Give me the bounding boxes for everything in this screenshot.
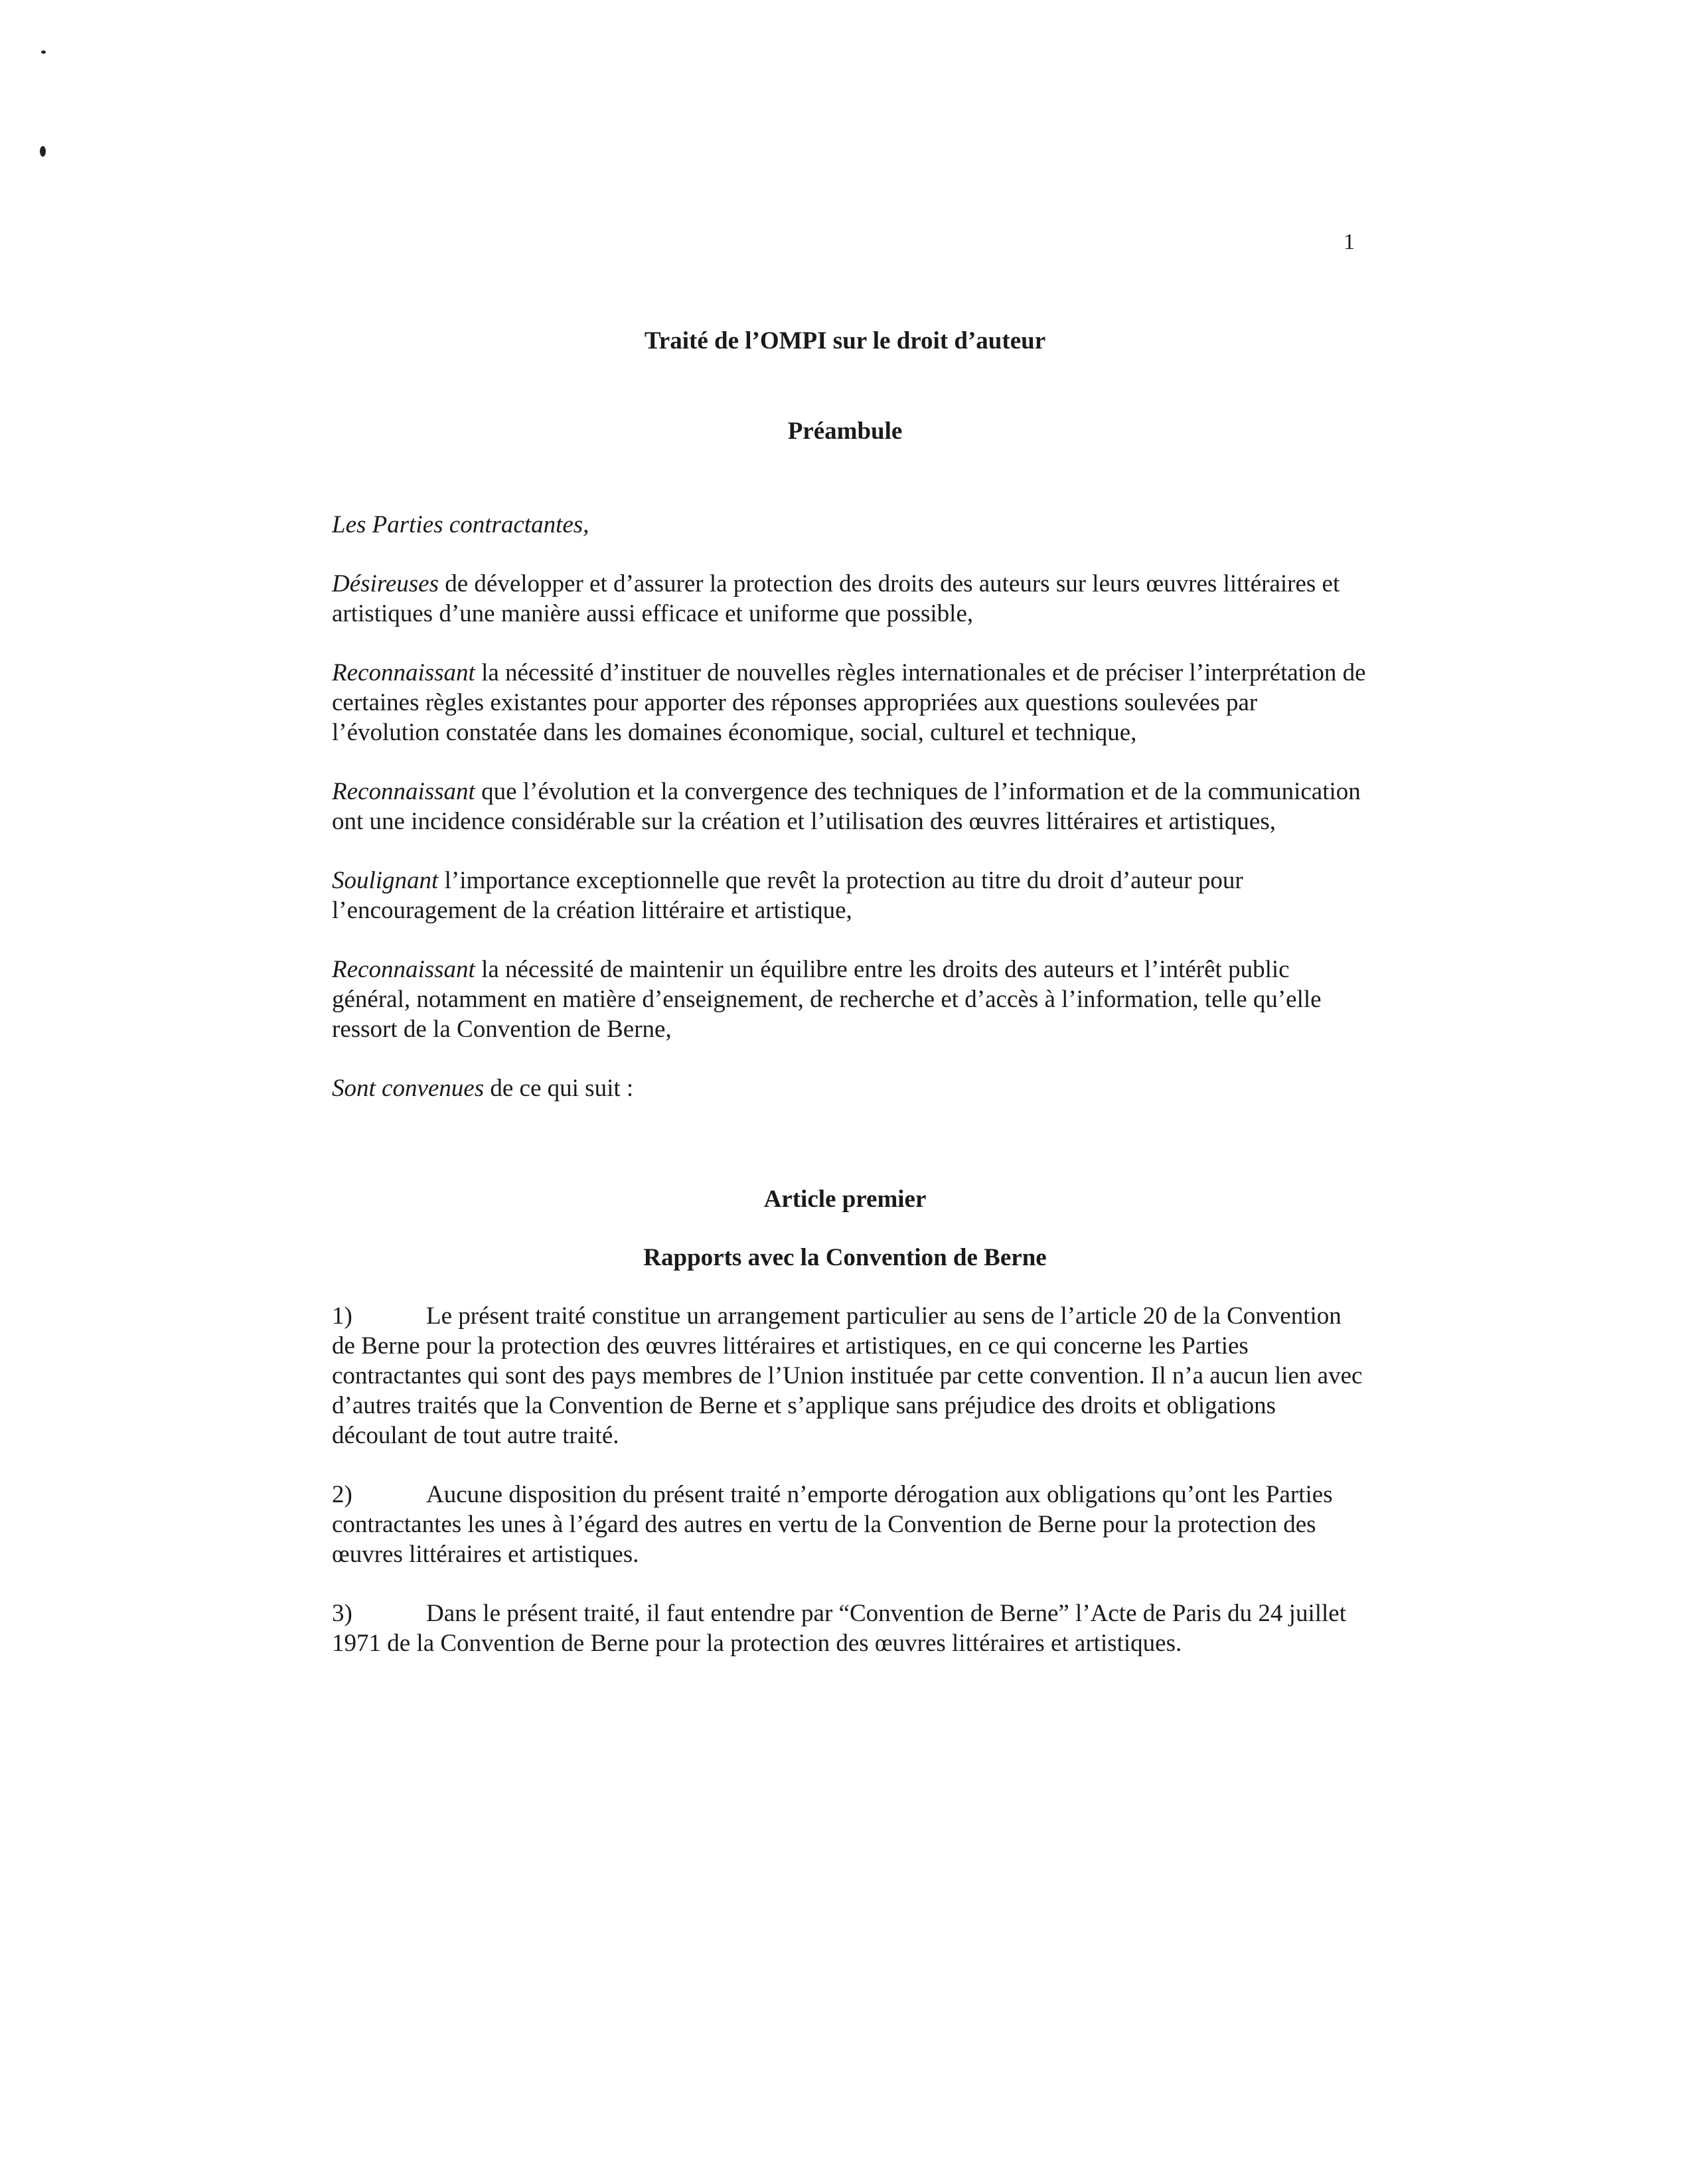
preamble-paragraph: Sont convenues de ce qui suit : [332,1075,634,1102]
preamble-paragraph: Reconnaissant que l’évolution et la convergence des techniques de l’information et de la communication ont une incidence considérable sur la création et l’utilisation des œuvres littéraires et artistiques, [332,778,1361,835]
paragraph-number: 3) [332,1600,352,1627]
article-paragraph: 1) Le présent traité constitue un arrangement particulier au sens de l’article 20 de la Convention de Berne pour la protection des œuvres littéraires et artistiques, en ce qui concerne les Parties contractantes qui sont des pays membres de l’Union instituée par cette convention. Il n’a aucun lien avec d’autres traités que la Convention de Berne et s’applique sans préjudice des droits et obligations découlant de tout autre traité. [332,1302,1363,1449]
preamble-paragraph: Les Parties contractantes, [332,511,589,538]
scan-speck [40,146,46,157]
article-body [332,1301,1367,1687]
preamble-heading: Préambule [787,418,903,445]
article-paragraph: 2) Aucune disposition du présent traité n’emporte dérogation aux obligations qu’ont les Parties contractantes les unes à l’égard des autres en vertu de la Convention de Berne pour la protection des œuvres littéraires et artistiques. [332,1481,1333,1568]
preamble-paragraph: Désireuses de développer et d’assurer la protection des droits des auteurs sur leurs œuvres littéraires et artistiques d’une manière aussi efficace et uniforme que possible, [332,570,1340,627]
preamble-paragraph: Reconnaissant la nécessité de maintenir un équilibre entre les droits des auteurs et l’intérêt public général, notamment en matière d’enseignement, de recherche et d’accès à l’information, telle qu’elle ressort de la Convention de Berne, [332,956,1322,1043]
paragraph-number: 2) [332,1481,352,1508]
preamble-paragraph: Soulignant l’importance exceptionnelle que revêt la protection au titre du droit d’auteur pour l’encouragement de la création littéraire et artistique, [332,867,1243,924]
article-subheading: Rapports avec la Convention de Berne [643,1244,1047,1271]
document-title: Traité de l’OMPI sur le droit d’auteur [644,327,1046,354]
article-paragraph: 3) Dans le présent traité, il faut entendre par “Convention de Berne” l’Acte de Paris du 24 juillet 1971 de la Convention de Berne pour la protection des œuvres littéraires et artistiques. [332,1600,1347,1657]
paragraph-number: 1) [332,1302,352,1330]
scan-speck [41,50,46,54]
article-heading: Article premier [763,1186,927,1213]
preamble-body [332,510,1367,1132]
page-number: 1 [1344,230,1355,254]
preamble-paragraph: Reconnaissant la nécessité d’instituer de nouvelles règles internationales et de préciser l’interprétation de certaines règles existantes pour apporter des réponses appropriées aux questions soulevées par l’évolution constatée dans les domaines économique, social, culturel et technique, [332,659,1366,746]
